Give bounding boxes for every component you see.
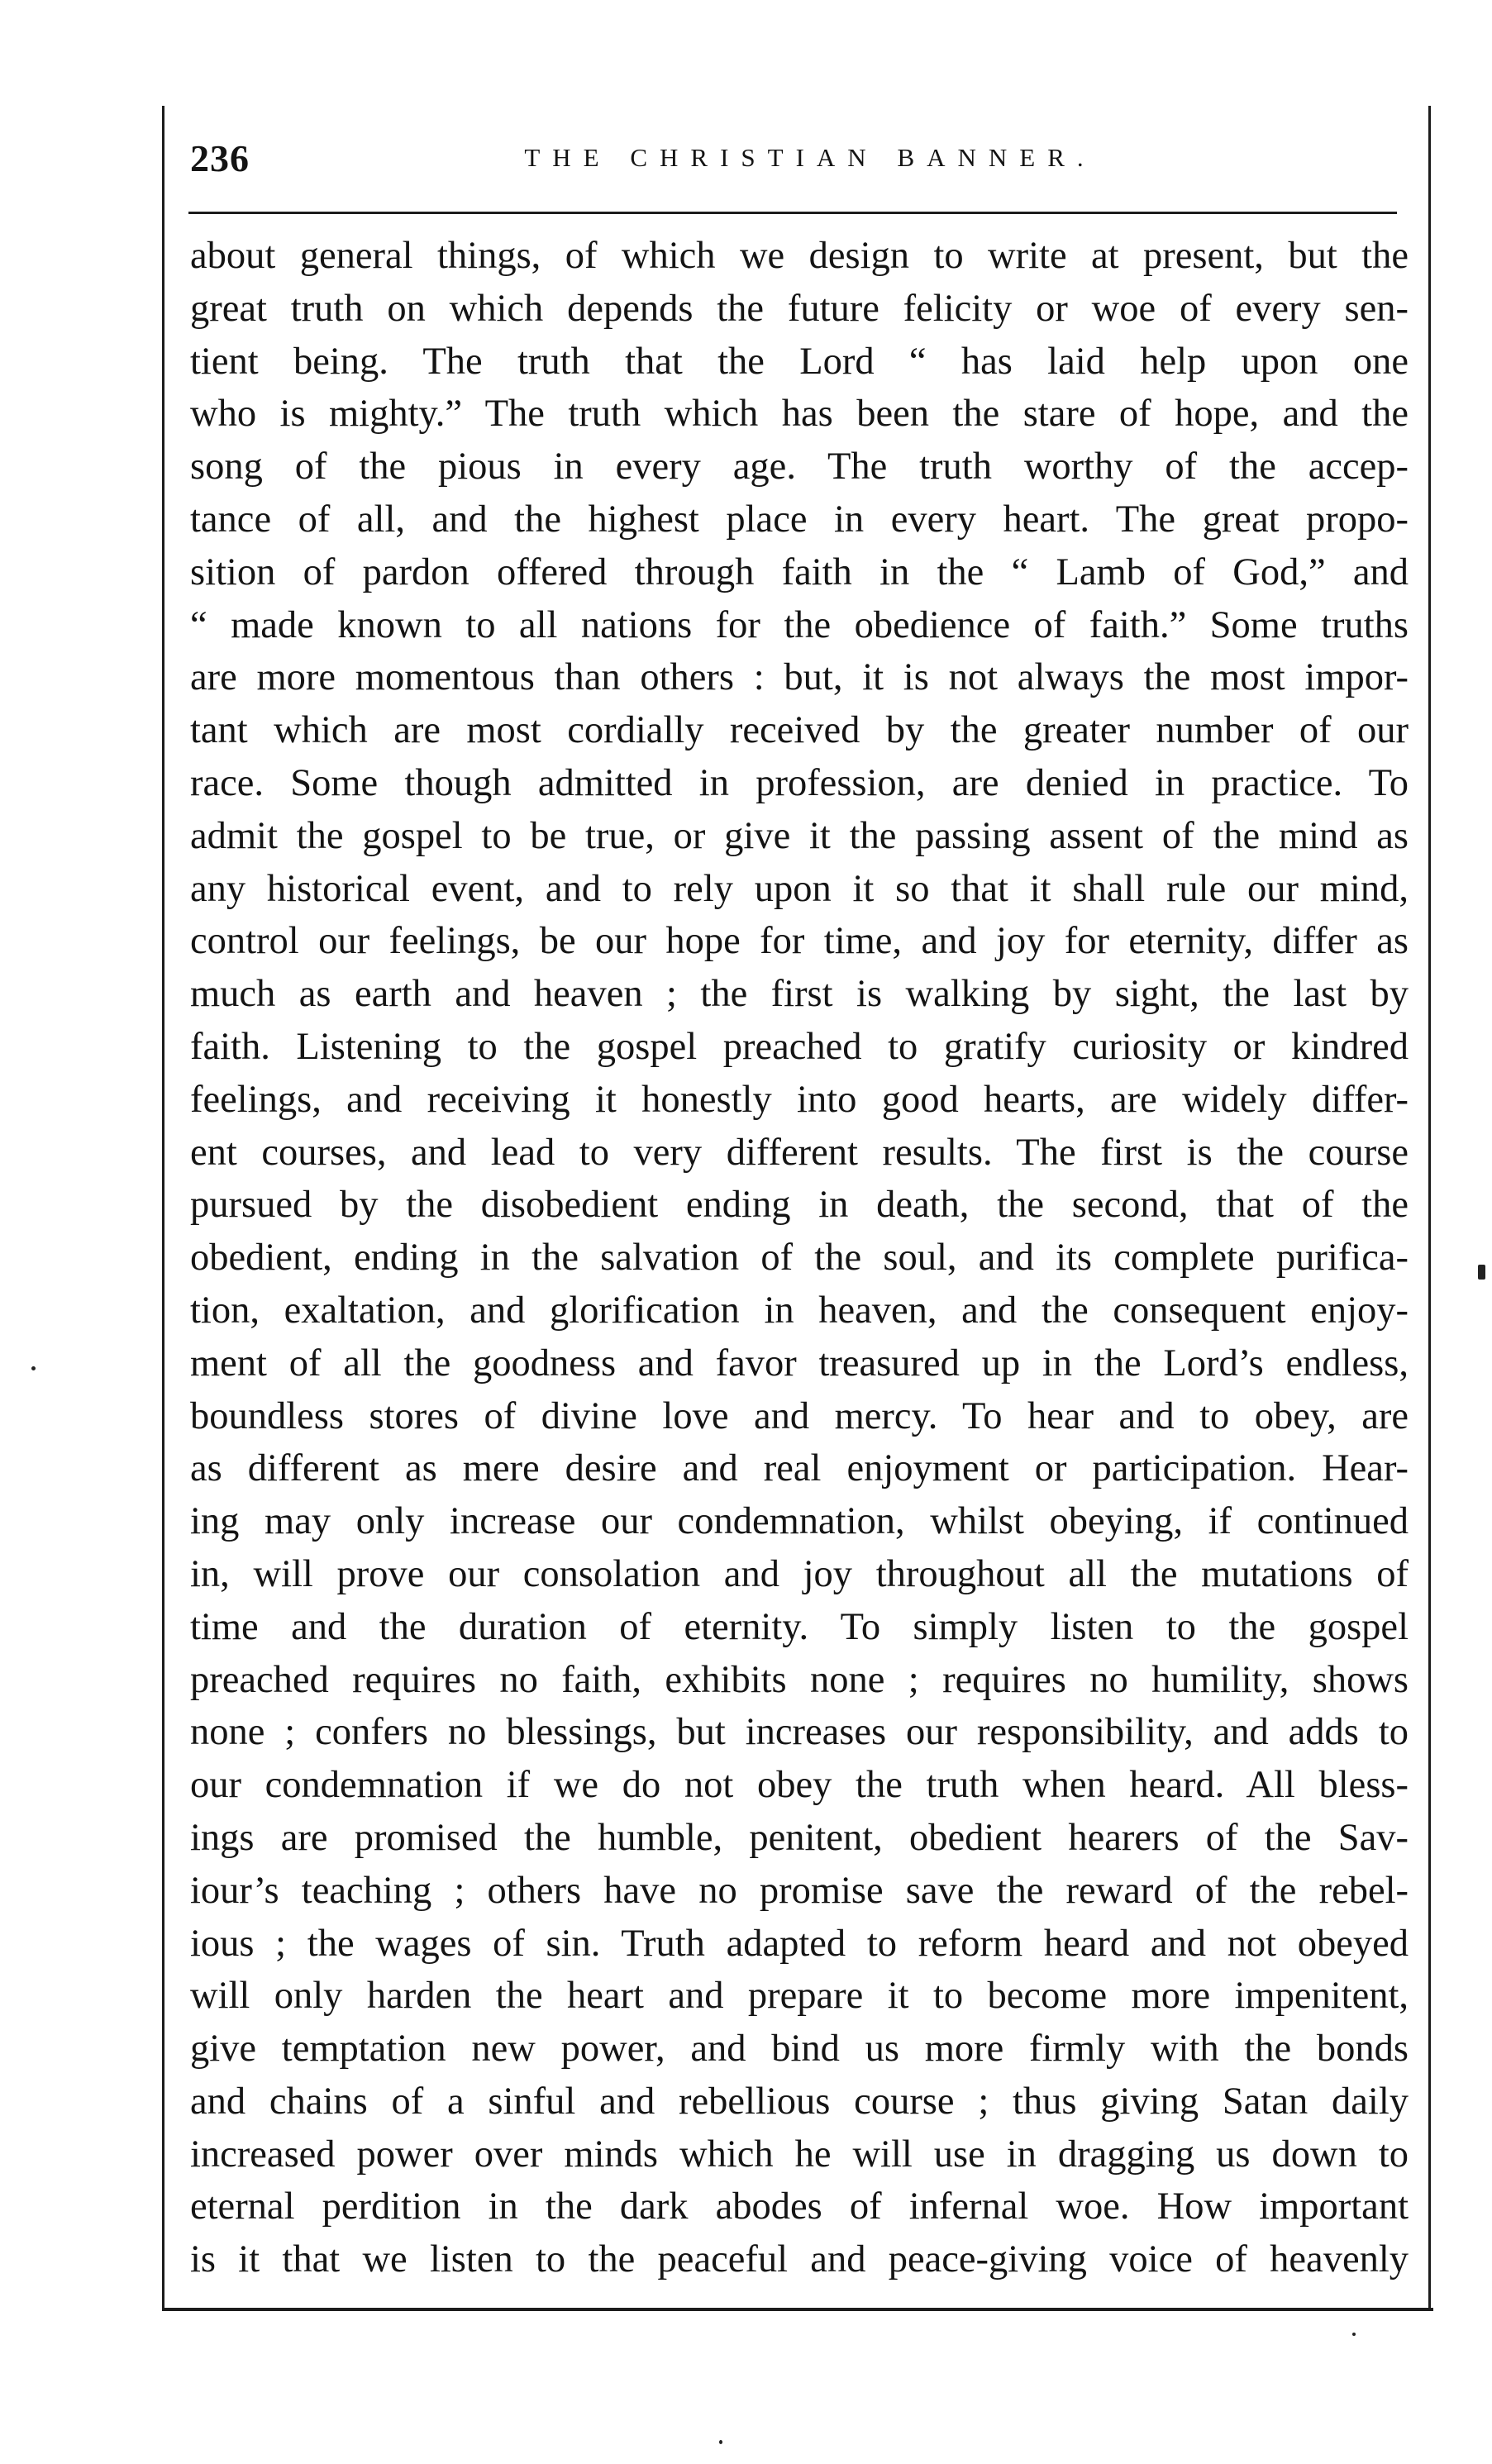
margin-speck xyxy=(719,2440,722,2444)
page-number: 236 xyxy=(190,137,250,179)
text-line: eternal perdition in the dark abodes of infernal woe. How important xyxy=(190,2185,1409,2228)
text-line: pursued by the disobedient ending in death, the second, that of the xyxy=(190,1184,1409,1227)
article-body xyxy=(190,230,1409,2286)
text-line: race. Some though admitted in profession, are denied in practice. To xyxy=(190,761,1409,804)
text-line: and chains of a sinful and rebellious course ; thus giving Satan daily xyxy=(190,2080,1409,2123)
text-line: ment of all the goodness and favor treasured up in the Lord’s endless, xyxy=(190,1342,1409,1385)
text-line: in, will prove our consolation and joy throughout all the mutations of xyxy=(190,1552,1409,1595)
text-line: great truth on which depends the future felicity or woe of every sen- xyxy=(190,287,1409,330)
text-line: obedient, ending in the salvation of the soul, and its complete purifica- xyxy=(190,1237,1409,1280)
header-rule xyxy=(188,212,1397,214)
text-line: tion, exaltation, and glorification in heaven, and the consequent enjoy- xyxy=(190,1289,1409,1332)
text-line: about general things, of which we design to write at present, but the xyxy=(190,235,1409,277)
text-line: increased power over minds which he will use in dragging us down to xyxy=(190,2133,1409,2176)
text-line: feelings, and receiving it honestly into good hearts, are widely differ- xyxy=(190,1078,1409,1121)
text-line: much as earth and heaven ; the first is walking by sight, the last by xyxy=(190,973,1409,1016)
text-line: boundless stores of divine love and mercy. To hear and to obey, are xyxy=(190,1394,1409,1437)
text-line: ings are promised the humble, penitent, obedient hearers of the Sav- xyxy=(190,1816,1409,1859)
text-line: control our feelings, be our hope for time, and joy for eternity, differ as xyxy=(190,920,1409,963)
text-line: tance of all, and the highest place in every heart. The great propo- xyxy=(190,498,1409,541)
text-line: “ made known to all nations for the obedience of faith.” Some truths xyxy=(190,603,1409,646)
text-line: faith. Listening to the gospel preached to gratify curiosity or kindred xyxy=(190,1025,1409,1068)
text-line: none ; confers no blessings, but increases our responsibility, and adds to xyxy=(190,1711,1409,1754)
text-line: ent courses, and lead to very different results. The first is the course xyxy=(190,1131,1409,1174)
text-line: preached requires no faith, exhibits none ; requires no humility, shows xyxy=(190,1658,1409,1701)
text-line: is it that we listen to the peaceful and peace-giving voice of heavenly xyxy=(190,2238,1409,2281)
text-line: give temptation new power, and bind us more firmly with the bonds xyxy=(190,2028,1409,2071)
margin-speck xyxy=(1478,1265,1485,1280)
text-line: sition of pardon offered through faith in the “ Lamb of God,” and xyxy=(190,550,1409,593)
text-line: as different as mere desire and real enjoyment or participation. Hear- xyxy=(190,1447,1409,1490)
margin-speck xyxy=(1352,2333,1356,2336)
margin-speck xyxy=(31,1366,36,1370)
text-line: admit the gospel to be true, or give it the passing assent of the mind as xyxy=(190,814,1409,857)
text-line: ing may only increase our condemnation, whilst obeying, if continued xyxy=(190,1500,1409,1543)
text-line: song of the pious in every age. The truth worthy of the accep- xyxy=(190,446,1409,489)
running-head xyxy=(190,136,1397,194)
text-line: our condemnation if we do not obey the truth when heard. All bless- xyxy=(190,1764,1409,1807)
footer-rule xyxy=(162,2308,1433,2311)
text-line: will only harden the heart and prepare it to become more impenitent, xyxy=(190,1975,1409,2018)
journal-title: THE CHRISTIAN BANNER. xyxy=(524,143,1096,172)
text-line: are more momentous than others : but, it is not always the most impor- xyxy=(190,656,1409,699)
text-line: any historical event, and to rely upon it so that it shall rule our mind, xyxy=(190,867,1409,910)
text-line: ious ; the wages of sin. Truth adapted to reform heard and not obeyed xyxy=(190,1922,1409,1965)
text-line: who is mighty.” The truth which has been the stare of hope, and the xyxy=(190,393,1409,436)
text-line: tant which are most cordially received by the greater number of our xyxy=(190,709,1409,752)
text-line: time and the duration of eternity. To simply listen to the gospel xyxy=(190,1605,1409,1648)
text-line: tient being. The truth that the Lord “ has laid help upon one xyxy=(190,340,1409,383)
text-line: iour’s teaching ; others have no promise save the reward of the rebel- xyxy=(190,1869,1409,1912)
